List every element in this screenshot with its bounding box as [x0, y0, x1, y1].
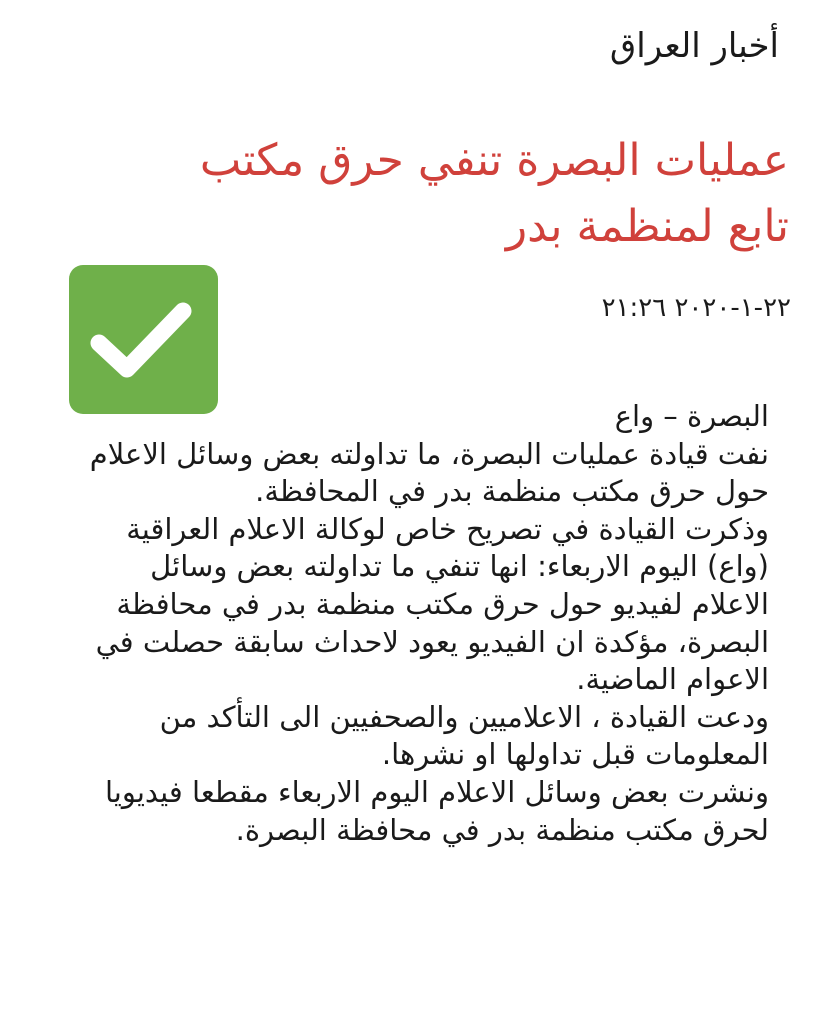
article-dateline: البصرة – واع	[614, 399, 769, 433]
section-label: أخبار العراق	[609, 26, 779, 66]
publish-date: ٢٢-١-٢٠٢٠ ٢١:٢٦	[601, 293, 791, 323]
article-paragraph: ودعت القيادة ، الاعلاميين والصحفيين الى التأكد من المعلومات قبل تداولها او نشرها.	[159, 699, 769, 772]
article-body	[69, 398, 769, 849]
headline: عمليات البصرة تنفي حرق مكتب تابع لمنظمة بدر	[199, 135, 789, 252]
check-mark-icon	[69, 265, 218, 414]
article-paragraph: وذكرت القيادة في تصريح خاص لوكالة الاعلام العراقية (واع) اليوم الاربعاء: انها تنفي ما تداولته بعض وسائل الاعلام لفيديو حول حرق مكتب منظمة بدر في محافظة البصرة، مؤكدة ان الفيديو يعود لاحداث سابقة حصلت في الاعوام الماضية.	[95, 511, 769, 697]
article-paragraph: ونشرت بعض وسائل الاعلام اليوم الاربعاء مقطعا فيديويا لحرق مكتب منظمة بدر في محافظة البصرة.	[104, 774, 769, 847]
article-paragraph: نفت قيادة عمليات البصرة، ما تداولته بعض وسائل الاعلام حول حرق مكتب منظمة بدر في المحافظة.	[89, 436, 769, 509]
